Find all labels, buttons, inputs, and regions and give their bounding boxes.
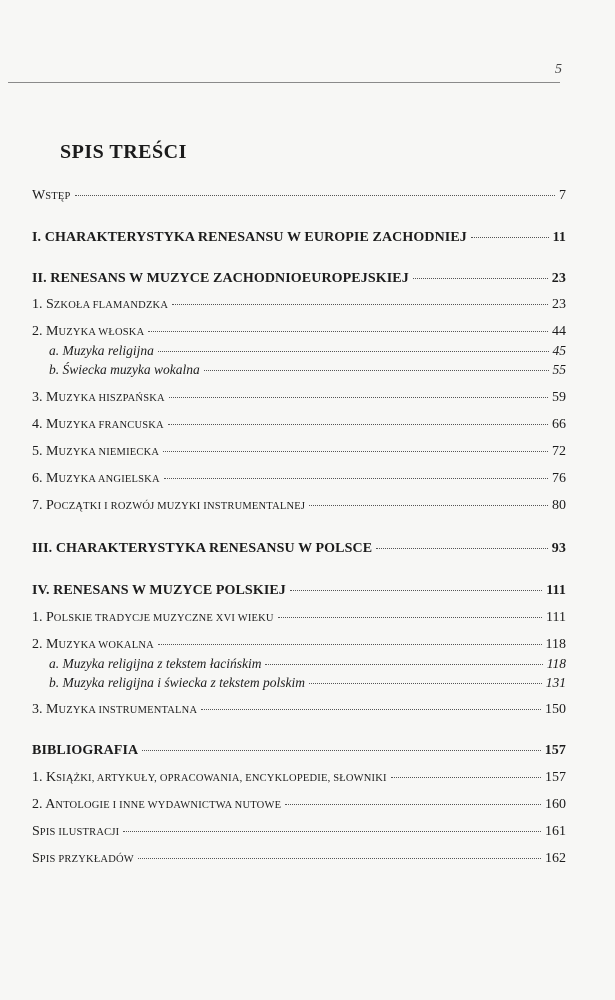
toc-entry xyxy=(32,851,566,867)
toc-entry-label: b. Muzyka religijna i świecka z tekstem polskim xyxy=(49,675,305,690)
toc-entry-page: 162 xyxy=(545,851,566,866)
leader-dots xyxy=(204,370,549,371)
toc-entry xyxy=(32,610,566,626)
toc-entry-page: 157 xyxy=(544,743,566,758)
leader-dots xyxy=(138,858,541,859)
toc-entry-page: 44 xyxy=(552,324,566,339)
toc-entry-page: 66 xyxy=(552,417,566,432)
leader-dots xyxy=(158,644,542,645)
toc-subentry xyxy=(49,343,566,359)
toc-entry xyxy=(32,471,566,487)
toc-entry xyxy=(32,797,566,813)
page-number: 5 xyxy=(555,62,562,77)
leader-dots xyxy=(309,683,542,684)
leader-dots xyxy=(290,590,542,591)
toc-entry-label: b. Świecka muzyka wokalna xyxy=(49,362,200,377)
leader-dots xyxy=(148,331,548,332)
toc-entry xyxy=(32,324,566,340)
toc-chapter xyxy=(32,541,566,557)
header-rule xyxy=(8,82,560,83)
toc-entry-page: 23 xyxy=(552,297,566,312)
leader-dots xyxy=(376,548,548,549)
toc-entry-label: 3. MUZYKA HISZPAŃSKA xyxy=(32,390,165,405)
leader-dots xyxy=(172,304,548,305)
toc-entry-page: 45 xyxy=(552,343,566,358)
toc-entry xyxy=(32,417,566,433)
toc-entry-label: SPIS ILUSTRACJI xyxy=(32,824,120,839)
leader-dots xyxy=(169,397,548,398)
toc-entry-label: 5. MUZYKA NIEMIECKA xyxy=(32,444,160,459)
toc-entry-label: SPIS PRZYKŁADÓW xyxy=(32,851,134,866)
toc-entry-label: IV. RENESANS W MUZYCE POLSKIEJ xyxy=(32,583,286,598)
toc-entry-label: 7. POCZĄTKI I ROZWÓJ MUZYKI INSTRUMENTALNEJ xyxy=(32,498,306,513)
leader-dots xyxy=(471,237,549,238)
toc-entry-label: 2. MUZYKA WŁOSKA xyxy=(32,324,145,339)
toc-entry-label: 1. SZKOŁA FLAMANDZKA xyxy=(32,297,169,312)
toc-entry-label: II. RENESANS W MUZYCE ZACHODNIOEUROPEJSKIEJ xyxy=(32,271,409,286)
toc-entry-page: 111 xyxy=(546,583,566,598)
leader-dots xyxy=(168,424,548,425)
leader-dots xyxy=(309,505,548,506)
toc-entry xyxy=(32,297,566,313)
leader-dots xyxy=(413,278,548,279)
toc-entry-label: I. CHARAKTERYSTYKA RENESANSU W EUROPIE ZACHODNIEJ xyxy=(32,230,467,245)
toc-entry-page: 76 xyxy=(552,471,566,486)
toc-entry xyxy=(32,188,566,204)
toc-entry xyxy=(32,637,566,653)
toc-entry-label: 1. KSIĄŻKI, ARTYKUŁY, OPRACOWANIA, ENCYKLOPEDIE, SŁOWNIKI xyxy=(32,770,387,785)
leader-dots xyxy=(75,195,555,196)
leader-dots xyxy=(163,451,548,452)
toc-entry xyxy=(32,444,566,460)
toc-entry-page: 150 xyxy=(545,702,566,717)
leader-dots xyxy=(265,664,542,665)
toc-chapter xyxy=(32,743,566,759)
toc-entry xyxy=(32,702,566,718)
toc-entry-label: a. Muzyka religijna xyxy=(49,343,154,358)
toc-entry-label: III. CHARAKTERYSTYKA RENESANSU W POLSCE xyxy=(32,541,373,556)
toc-entry-page: 118 xyxy=(546,656,566,671)
toc-entry-page: 157 xyxy=(545,770,566,785)
leader-dots xyxy=(285,804,541,805)
toc-entry-label: 4. MUZYKA FRANCUSKA xyxy=(32,417,164,432)
toc-subentry xyxy=(49,362,566,378)
toc-entry-page: 80 xyxy=(552,498,566,513)
toc-entry-page: 111 xyxy=(546,610,566,625)
leader-dots xyxy=(158,351,549,352)
toc-entry-label: 2. MUZYKA WOKALNA xyxy=(32,637,154,652)
toc-entry-page: 131 xyxy=(545,675,566,690)
leader-dots xyxy=(201,709,541,710)
toc-subentry xyxy=(49,675,566,691)
toc-chapter xyxy=(32,230,566,246)
toc-entry-page: 160 xyxy=(545,797,566,812)
toc-entry-page: 72 xyxy=(552,444,566,459)
toc-entry-label: WSTĘP xyxy=(32,188,71,203)
toc-entry-page: 118 xyxy=(545,637,566,652)
leader-dots xyxy=(142,750,540,751)
toc-entry xyxy=(32,498,566,514)
toc-entry-page: 59 xyxy=(552,390,566,405)
toc-entry-page: 55 xyxy=(552,362,566,377)
toc-subentry xyxy=(49,656,566,672)
toc-entry-label: BIBLIOGRAFIA xyxy=(32,743,139,758)
toc-entry xyxy=(32,824,566,840)
toc-chapter xyxy=(32,271,566,287)
toc-title: SPIS TREŚCI xyxy=(60,141,187,163)
toc-entry-page: 93 xyxy=(551,541,566,556)
toc-entry-label: 3. MUZYKA INSTRUMENTALNA xyxy=(32,702,198,717)
toc-entry-page: 11 xyxy=(552,230,566,245)
toc-entry-page: 161 xyxy=(545,824,566,839)
toc-entry-label: a. Muzyka religijna z tekstem łacińskim xyxy=(49,656,262,671)
leader-dots xyxy=(164,478,548,479)
toc-entry-page: 7 xyxy=(559,188,566,203)
leader-dots xyxy=(123,831,541,832)
toc-chapter xyxy=(32,583,566,599)
leader-dots xyxy=(278,617,542,618)
toc-entry-label: 1. POLSKIE TRADYCJE MUZYCZNE XVI WIEKU xyxy=(32,610,274,625)
toc-entry-label: 6. MUZYKA ANGIELSKA xyxy=(32,471,160,486)
toc-entry xyxy=(32,770,566,786)
leader-dots xyxy=(391,777,541,778)
toc-entry-label: 2. ANTOLOGIE I INNE WYDAWNICTWA NUTOWE xyxy=(32,797,282,812)
toc-entry xyxy=(32,390,566,406)
toc-entry-page: 23 xyxy=(551,271,566,286)
